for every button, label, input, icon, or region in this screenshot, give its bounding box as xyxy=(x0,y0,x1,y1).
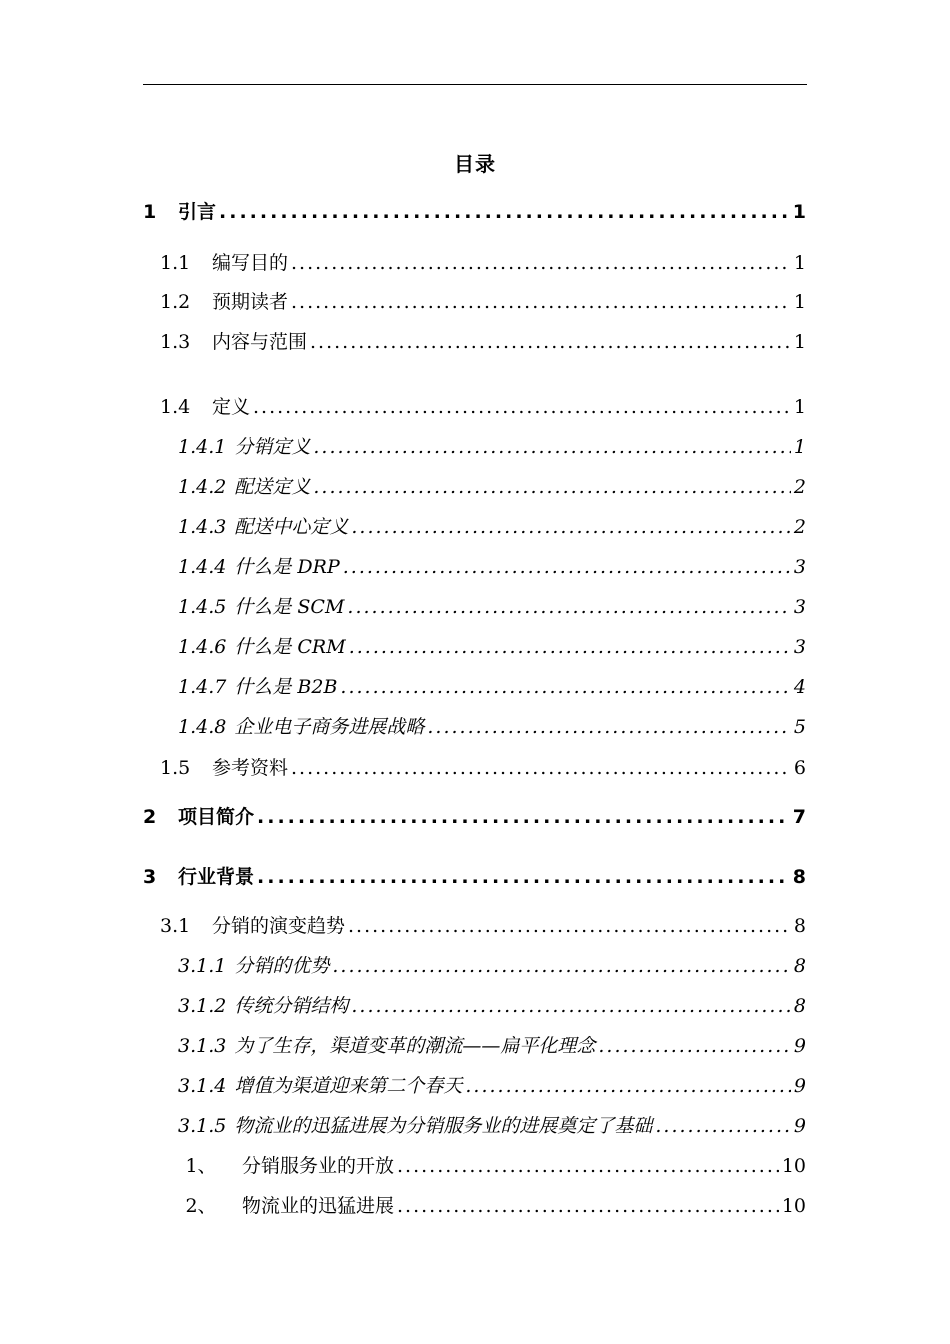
toc-entry-page: 8 xyxy=(793,915,806,937)
toc-entry-2[interactable] xyxy=(143,805,806,829)
toc-entry-number: 1 xyxy=(143,201,157,223)
toc-entry-number: 3.1.5 xyxy=(178,1115,227,1137)
toc-entry-title: 分销的优势 xyxy=(234,955,330,977)
toc-entry-page: 1 xyxy=(793,436,806,458)
dot-leader xyxy=(348,914,791,938)
toc-entry-title: 预期读者 xyxy=(212,291,289,313)
toc-entry-title: 编写目的 xyxy=(212,252,289,274)
toc-entry-number: 1.4.4 xyxy=(178,556,227,578)
toc-entry-title: 传统分销结构 xyxy=(234,995,349,1017)
dot-leader xyxy=(351,994,791,1018)
dot-leader xyxy=(313,435,791,459)
toc-entry-3-1-3[interactable] xyxy=(178,1034,806,1058)
toc-entry-1-4-5[interactable] xyxy=(178,595,806,619)
toc-entry-number: 1.4.6 xyxy=(178,636,227,658)
toc-entry-title: 为了生存，渠道变革的潮流——扁平化理念 xyxy=(234,1035,596,1057)
toc-entry-title: 分销的演变趋势 xyxy=(212,915,346,937)
toc-entry-3-1-1[interactable] xyxy=(178,954,806,978)
toc-entry-page: 3 xyxy=(793,596,806,618)
toc-entry-3-1-5-1[interactable] xyxy=(160,1154,806,1178)
toc-entry-3[interactable] xyxy=(143,865,806,889)
toc-entry-title: 参考资料 xyxy=(212,757,289,779)
toc-entry-page: 1 xyxy=(793,291,806,313)
toc-entry-number: 2 xyxy=(143,806,157,828)
toc-entry-number: 2、 xyxy=(185,1195,217,1217)
toc-entry-1-4-7[interactable] xyxy=(178,675,806,699)
toc-entry-1[interactable] xyxy=(143,200,806,224)
toc-entry-number: 3.1.3 xyxy=(178,1035,227,1057)
toc-entry-page: 4 xyxy=(793,676,806,698)
toc-entry-3-1-5-2[interactable] xyxy=(160,1194,806,1218)
toc-entry-title: 物流业的迅猛进展为分销服务业的进展奠定了基础 xyxy=(234,1115,653,1137)
dot-leader xyxy=(219,200,790,224)
toc-entry-page: 1 xyxy=(792,201,806,223)
toc-entry-page: 5 xyxy=(793,716,806,738)
toc-entry-number: 1.4.8 xyxy=(178,716,227,738)
toc-entry-page: 1 xyxy=(793,331,806,353)
toc-entry-title: 什么是 B2B xyxy=(234,676,338,698)
toc-entry-number: 1.4 xyxy=(160,396,191,418)
dot-leader xyxy=(427,715,791,739)
dot-leader xyxy=(655,1114,791,1138)
toc-entry-page: 8 xyxy=(793,995,806,1017)
toc-entry-page: 1 xyxy=(793,396,806,418)
toc-entry-page: 3 xyxy=(793,636,806,658)
toc-entry-1-4-6[interactable] xyxy=(178,635,806,659)
dot-leader xyxy=(347,595,790,619)
toc-entry-number: 1、 xyxy=(185,1155,217,1177)
toc-entry-1-4-3[interactable] xyxy=(178,515,806,539)
toc-entry-title: 增值为渠道迎来第二个春天 xyxy=(234,1075,463,1097)
toc-entry-3-1[interactable] xyxy=(160,914,806,938)
toc-entry-number: 3.1.2 xyxy=(178,995,227,1017)
toc-entry-page: 8 xyxy=(793,955,806,977)
dot-leader xyxy=(253,395,791,419)
toc-entry-title: 配送定义 xyxy=(234,476,311,498)
toc-entry-page: 8 xyxy=(792,866,806,888)
toc-entry-number: 1.4.7 xyxy=(178,676,227,698)
dot-leader xyxy=(397,1154,779,1178)
toc-entry-page: 1 xyxy=(793,252,806,274)
toc-entry-title: 分销服务业的开放 xyxy=(242,1155,395,1177)
toc-entry-number: 3 xyxy=(143,866,157,888)
toc-entry-page: 9 xyxy=(793,1115,806,1137)
toc-entry-title: 定义 xyxy=(212,396,251,418)
toc-entry-number: 1.1 xyxy=(160,252,191,274)
toc-entry-title: 配送中心定义 xyxy=(234,516,349,538)
toc-entry-title: 企业电子商务进展战略 xyxy=(234,716,425,738)
toc-entry-number: 3.1.4 xyxy=(178,1075,227,1097)
dot-leader xyxy=(310,330,791,354)
dot-leader xyxy=(291,756,791,780)
toc-entry-1-4-1[interactable] xyxy=(178,435,806,459)
toc-entry-1-4-2[interactable] xyxy=(178,475,806,499)
toc-entry-1-4[interactable] xyxy=(160,395,806,419)
toc-entry-page: 10 xyxy=(781,1195,806,1217)
toc-entry-3-1-5[interactable] xyxy=(178,1114,806,1138)
toc-entry-title: 什么是 CRM xyxy=(234,636,346,658)
toc-entry-page: 9 xyxy=(793,1035,806,1057)
dot-leader xyxy=(340,675,790,699)
toc-title: 目录 xyxy=(454,152,496,176)
toc-entry-page: 7 xyxy=(792,806,806,828)
dot-leader xyxy=(332,954,791,978)
toc-entry-number: 3.1.1 xyxy=(178,955,227,977)
toc-entry-3-1-4[interactable] xyxy=(178,1074,806,1098)
toc-entry-number: 3.1 xyxy=(160,915,191,937)
toc-entry-1-3[interactable] xyxy=(160,330,806,354)
dot-leader xyxy=(343,555,791,579)
toc-entry-number: 1.5 xyxy=(160,757,191,779)
toc-entry-number: 1.4.2 xyxy=(178,476,227,498)
toc-entry-page: 2 xyxy=(793,516,806,538)
toc-entry-title: 什么是 DRP xyxy=(234,556,340,578)
toc-entry-number: 1.2 xyxy=(160,291,191,313)
toc-entry-number: 1.3 xyxy=(160,331,191,353)
dot-leader xyxy=(257,865,790,889)
toc-entry-1-1[interactable] xyxy=(160,251,806,275)
dot-leader xyxy=(465,1074,791,1098)
toc-entry-title: 引言 xyxy=(178,201,217,223)
toc-entry-page: 9 xyxy=(793,1075,806,1097)
toc-entry-title: 项目简介 xyxy=(178,806,255,828)
dot-leader xyxy=(351,515,791,539)
toc-entry-3-1-2[interactable] xyxy=(178,994,806,1018)
dot-leader xyxy=(598,1034,791,1058)
toc-entry-page: 6 xyxy=(793,757,806,779)
dot-leader xyxy=(397,1194,779,1218)
header-rule xyxy=(143,84,807,85)
dot-leader xyxy=(291,290,791,314)
toc-entry-page: 3 xyxy=(793,556,806,578)
toc-entry-title: 什么是 SCM xyxy=(234,596,345,618)
toc-entry-number: 1.4.5 xyxy=(178,596,227,618)
toc-entry-title: 内容与范围 xyxy=(212,331,308,353)
toc-entry-1-4-8[interactable] xyxy=(178,715,806,739)
toc-entry-title: 行业背景 xyxy=(178,866,255,888)
toc-entry-title: 物流业的迅猛进展 xyxy=(242,1195,395,1217)
toc-entry-number: 1.4.3 xyxy=(178,516,227,538)
dot-leader xyxy=(349,635,791,659)
toc-entry-1-2[interactable] xyxy=(160,290,806,314)
toc-entry-1-4-4[interactable] xyxy=(178,555,806,579)
toc-entry-page: 2 xyxy=(793,476,806,498)
toc-entry-1-5[interactable] xyxy=(160,756,806,780)
toc-entry-title: 分销定义 xyxy=(234,436,311,458)
toc-entry-number: 1.4.1 xyxy=(178,436,227,458)
dot-leader xyxy=(291,251,791,275)
toc-entry-page: 10 xyxy=(781,1155,806,1177)
dot-leader xyxy=(257,805,790,829)
dot-leader xyxy=(313,475,791,499)
